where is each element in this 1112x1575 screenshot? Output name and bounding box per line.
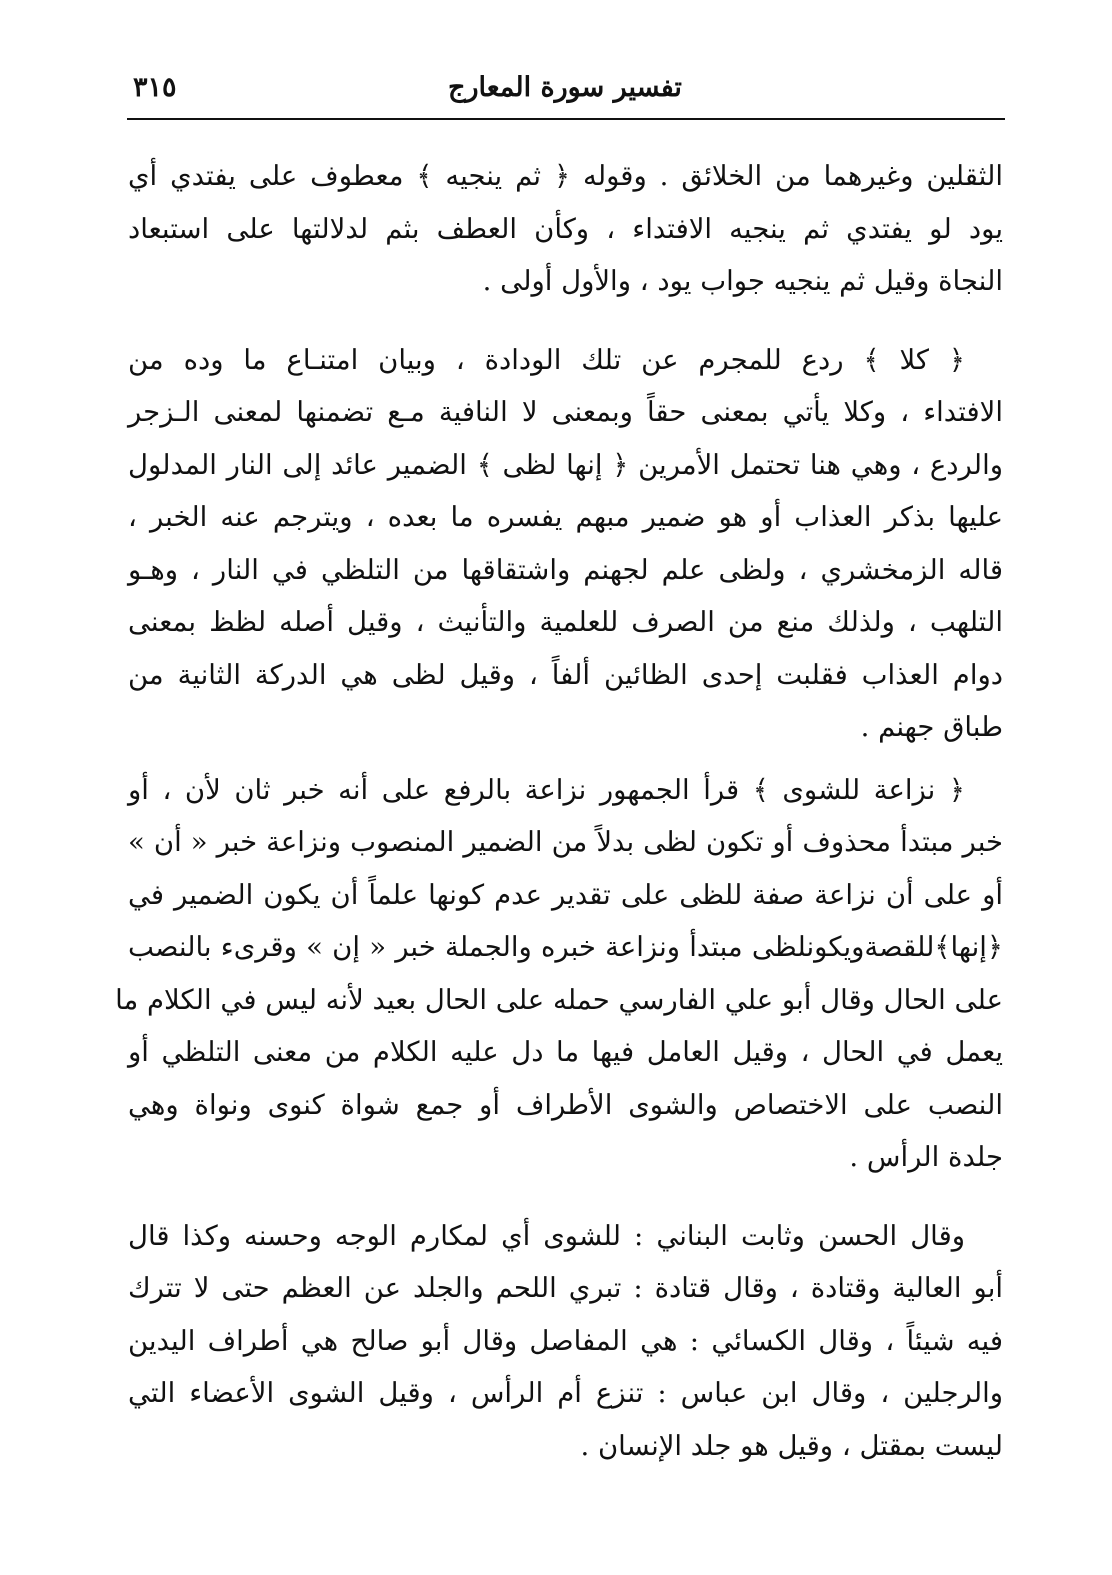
- text-line: يود لو يفتدي ثم ينجيه الافتداء ، وكأن العطف بثم لدلالتها على استبعاد: [128, 212, 1003, 245]
- text-line: والرجلين ، وقال ابن عباس : تنزع أم الرأس ، وقيل الشوى الأعضاء التي: [128, 1377, 1003, 1409]
- page-number: ٣١٥: [133, 72, 177, 103]
- text-line: الثقلين وغيرهما من الخلائق . وقوله ﴿ ثم ينجيه ﴾ معطوف على يفتدي أي: [128, 160, 1003, 192]
- paragraph: [128, 334, 1003, 754]
- text-line: وقال الحسن وثابت البناني : للشوى أي لمكارم الوجه وحسنه وكذا قال: [128, 1219, 965, 1252]
- text-line: عليها بذكر العذاب أو هو ضمير مبهم يفسره ما بعده ، ويترجم عنه الخبر ،: [128, 501, 1003, 533]
- text-line: ﴿ كلا ﴾ ردع للمجرم عن تلك الودادة ، وبيان امتنـاع ما وده من: [128, 343, 965, 376]
- paragraph: [115, 764, 1003, 1184]
- running-title: تفسير سورة المعارج: [448, 72, 682, 103]
- page-header: [125, 60, 1005, 116]
- text-line: دوام العذاب فقلبت إحدى الظائين ألفاً ، وقيل لظى هي الدركة الثانية من: [128, 658, 1003, 691]
- text-line: يعمل في الحال ، وقيل العامل فيها ما دل عليه الكلام من معنى التلظي أو: [128, 1036, 1003, 1068]
- text-line: النصب على الاختصاص والشوى الأطراف أو جمع شواة كنوى ونواة وهي: [128, 1088, 1003, 1121]
- text-line: النجاة وقيل ثم ينجيه جواب يود ، والأول أولى .: [482, 265, 1003, 297]
- header-rule: [127, 118, 1005, 120]
- paragraph: [128, 150, 1003, 308]
- text-line: قاله الزمخشري ، ولظى علم لجهنم واشتقاقها من التلظي في النار ، وهـو: [128, 553, 1003, 586]
- text-line: والردع ، وهي هنا تحتمل الأمرين ﴿ إنها لظى ﴾ الضمير عائد إلى النار المدلول: [128, 448, 1003, 481]
- text-line: جلدة الرأس .: [849, 1141, 1003, 1173]
- text-line: فيه شيئاً ، وقال الكسائي : هي المفاصل وقال أبو صالح هي أطراف اليدين: [128, 1324, 1003, 1357]
- text-line: أو على أن نزاعة صفة للظى على تقدير عدم كونها علماً أن يكون الضمير في: [128, 878, 1003, 911]
- text-line: خبر مبتدأ محذوف أو تكون لظى بدلاً من الضمير المنصوب ونزاعة خبر « أن »: [128, 826, 1003, 858]
- text-line: التلهب ، ولذلك منع من الصرف للعلمية والتأنيث ، وقيل أصله لظظ بمعنى: [128, 606, 1003, 638]
- paragraph: [128, 1210, 1003, 1473]
- text-line: ﴿ نزاعة للشوى ﴾ قرأ الجمهور نزاعة بالرفع على أنه خبر ثان لأن ، أو: [128, 773, 965, 806]
- text-line: ﴿إنها﴾للقصةويكونلظى مبتدأ ونزاعة خبره والجملة خبر « إن » وقرىء بالنصب: [128, 931, 1003, 963]
- text-line: أبو العالية وقتادة ، وقال قتادة : تبري اللحم والجلد عن العظم حتى لا تترك: [128, 1272, 1003, 1304]
- text-line: على الحال وقال أبو علي الفارسي حمله على الحال بعيد لأنه ليس في الكلام ما: [115, 983, 1003, 1016]
- text-line: الافتداء ، وكلا يأتي بمعنى حقاً وبمعنى لا النافية مـع تضمنها لمعنى الـزجر: [128, 396, 1003, 428]
- text-line: طباق جهنم .: [860, 711, 1003, 743]
- text-line: ليست بمقتل ، وقيل هو جلد الإنسان .: [580, 1429, 1003, 1462]
- page-body: [115, 150, 1003, 1472]
